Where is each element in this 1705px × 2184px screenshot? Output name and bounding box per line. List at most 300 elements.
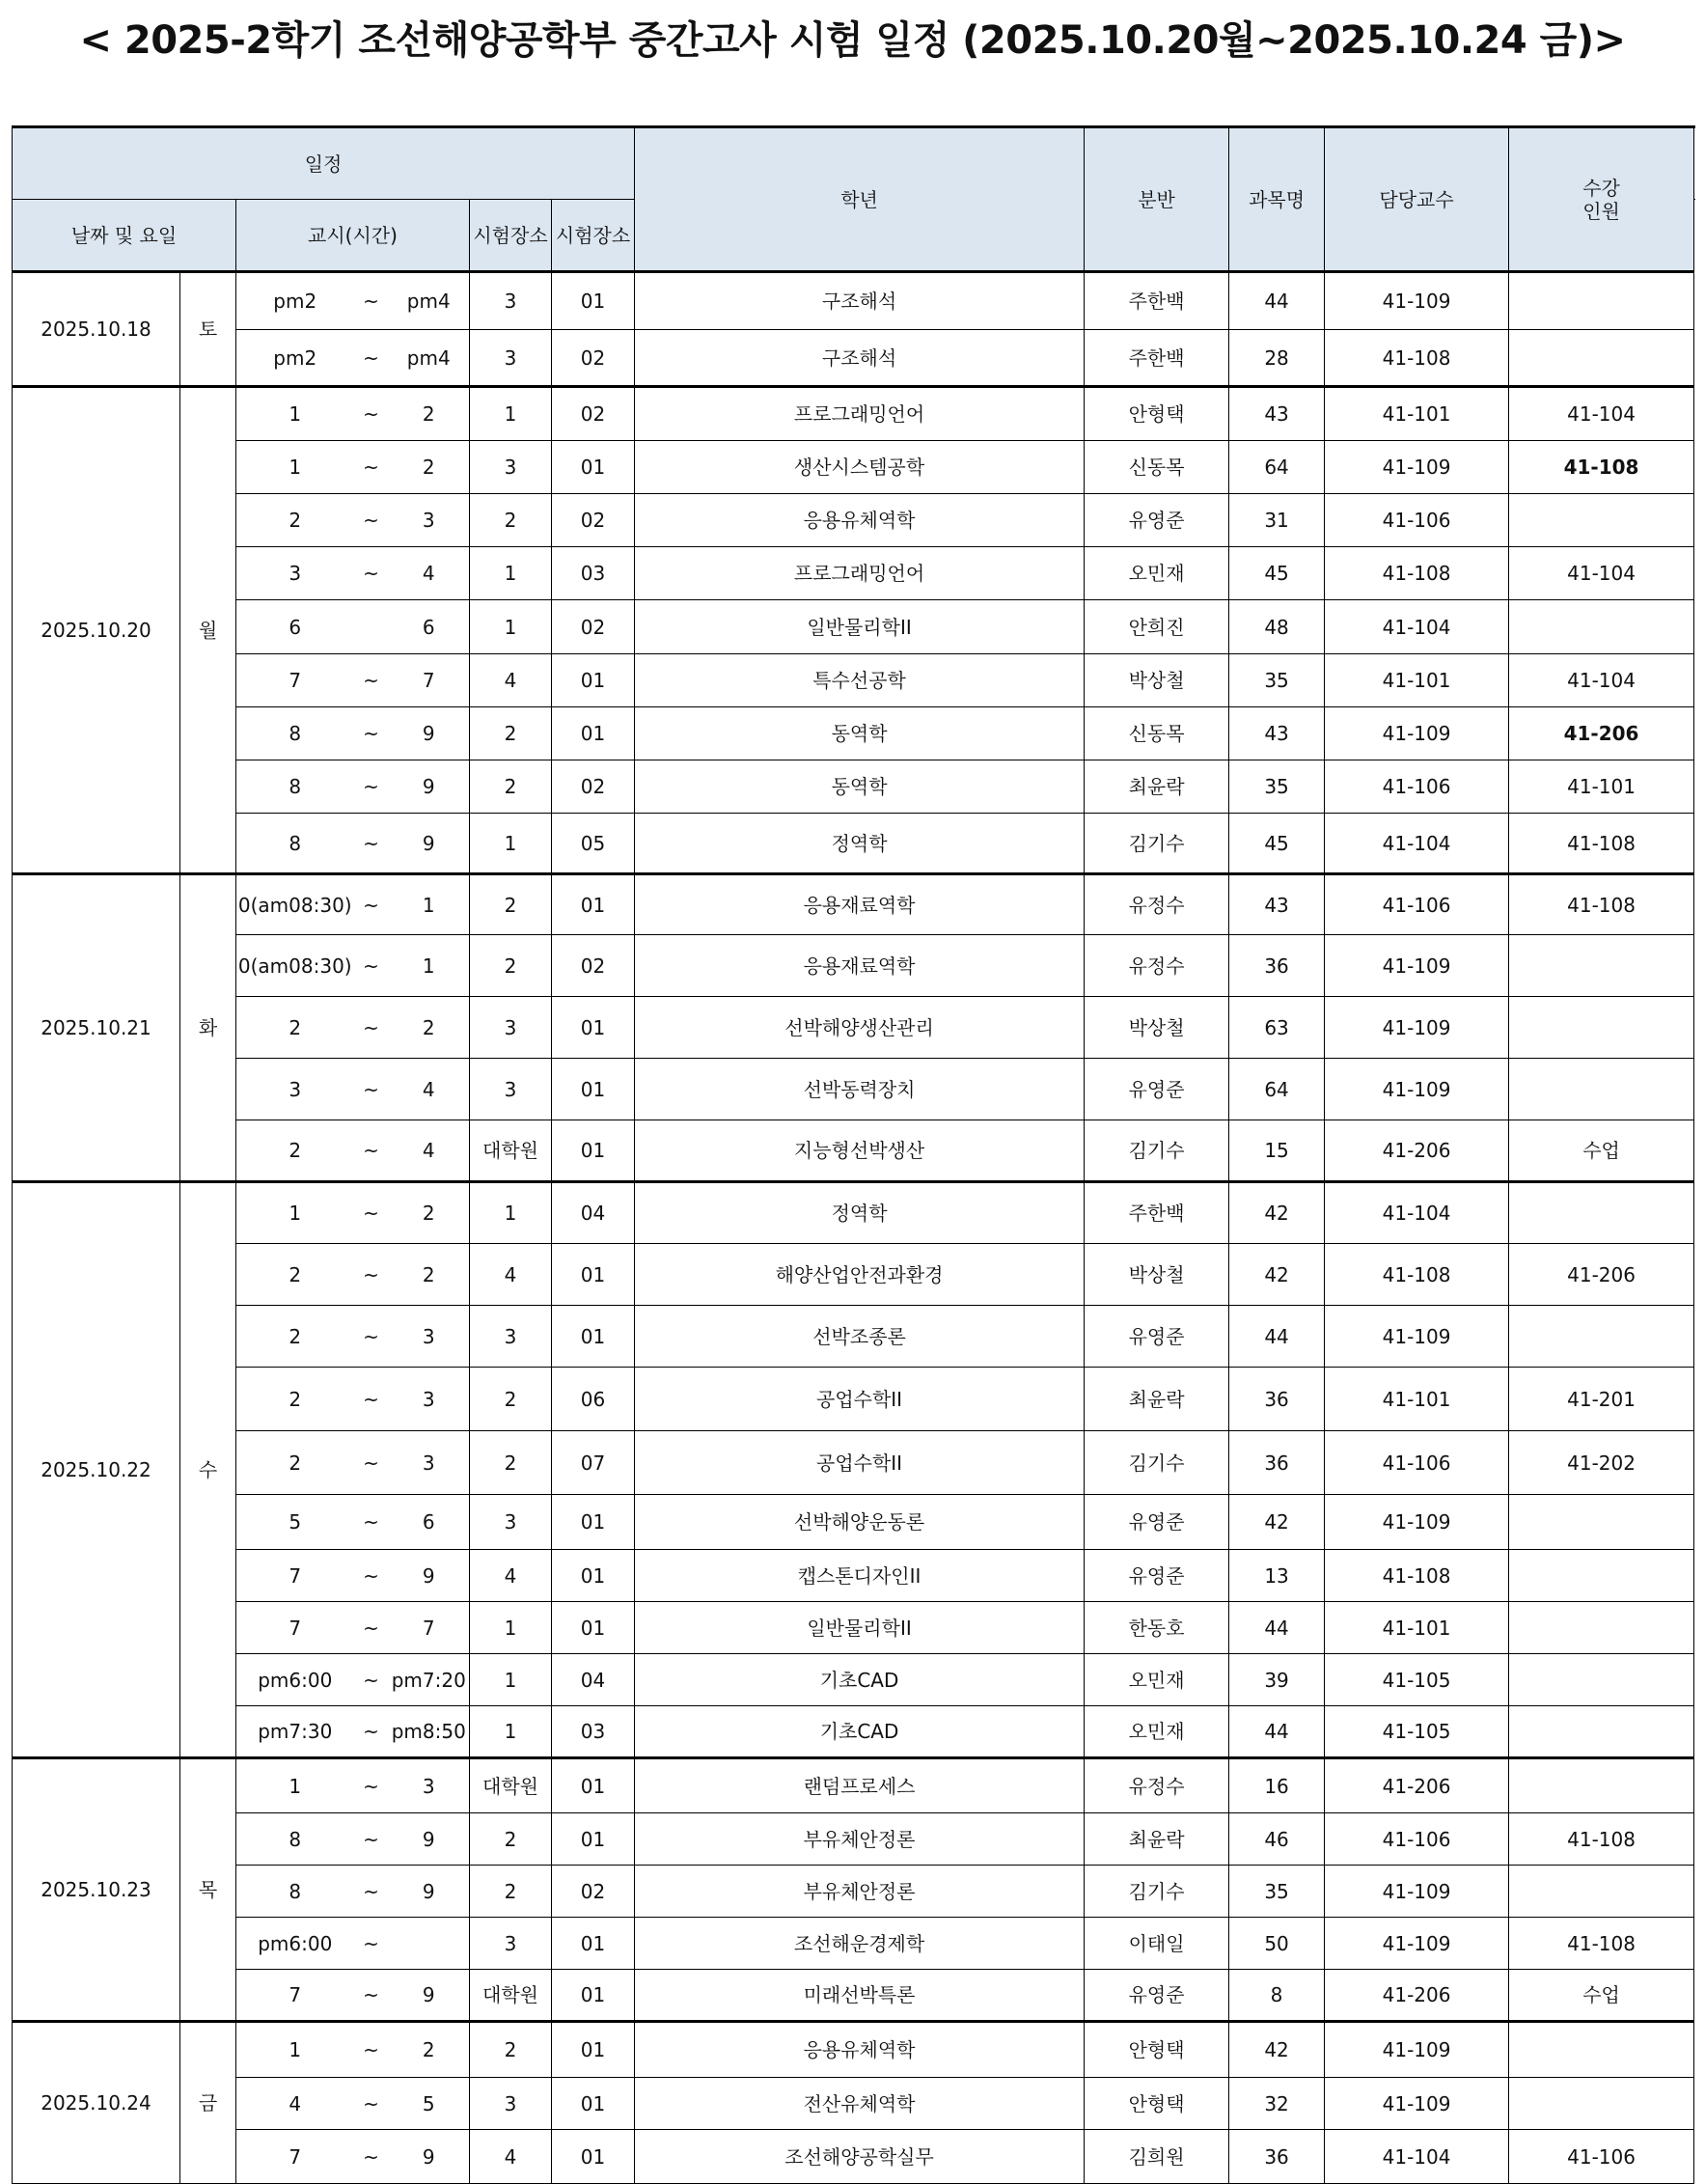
header-location-2: 시험장소 [552, 200, 635, 272]
period-start: 1 [236, 2022, 354, 2078]
grade-cell: 3 [470, 272, 552, 330]
table-row [13, 1431, 1694, 1495]
location1-cell: 41-101 [1325, 1368, 1509, 1431]
course-name: 응용재료역학 [635, 935, 1085, 997]
section-cell: 01 [552, 1120, 635, 1182]
location2-cell [1509, 272, 1694, 330]
period-start: 1 [236, 441, 354, 494]
table-row [13, 547, 1694, 600]
section-cell: 02 [552, 1866, 635, 1918]
period-end: pm4 [389, 272, 470, 330]
section-cell: 01 [552, 1602, 635, 1654]
section-cell: 01 [552, 1813, 635, 1866]
section-cell: 01 [552, 1495, 635, 1550]
period-start: 0(am08:30) [236, 935, 354, 997]
professor-cell: 유영준 [1085, 1550, 1229, 1602]
period-end: 2 [389, 997, 470, 1059]
course-name: 프로그래밍언어 [635, 547, 1085, 600]
grade-cell: 1 [470, 1706, 552, 1758]
professor-cell: 유영준 [1085, 1306, 1229, 1368]
course-name: 공업수학II [635, 1368, 1085, 1431]
period-tilde: ~ [354, 814, 389, 874]
enrollment-cell: 43 [1229, 387, 1325, 441]
professor-cell: 한동호 [1085, 1602, 1229, 1654]
period-end: pm7:20 [389, 1654, 470, 1706]
period-end: 9 [389, 2130, 470, 2184]
period-end: 1 [389, 935, 470, 997]
location2-cell [1509, 1758, 1694, 1813]
period-end: 9 [389, 1813, 470, 1866]
professor-cell: 유영준 [1085, 1059, 1229, 1120]
period-start: 2 [236, 1120, 354, 1182]
professor-cell: 유영준 [1085, 1970, 1229, 2022]
grade-cell: 2 [470, 874, 552, 935]
location2-cell: 41-101 [1509, 760, 1694, 814]
location1-cell: 41-104 [1325, 814, 1509, 874]
location1-cell: 41-101 [1325, 1602, 1509, 1654]
table-row [13, 387, 1694, 441]
period-start: 7 [236, 1550, 354, 1602]
section-cell: 01 [552, 2130, 635, 2184]
location2-cell: 41-108 [1509, 441, 1694, 494]
professor-cell: 박상철 [1085, 997, 1229, 1059]
table-row [13, 1368, 1694, 1431]
period-start: 2 [236, 1306, 354, 1368]
date-cell: 2025.10.20 [13, 387, 180, 874]
date-cell: 2025.10.21 [13, 874, 180, 1182]
professor-cell: 오민재 [1085, 1706, 1229, 1758]
location2-cell: 41-206 [1509, 707, 1694, 760]
location2-cell: 수업 [1509, 1970, 1694, 2022]
table-row [13, 1182, 1694, 1244]
grade-cell: 1 [470, 1182, 552, 1244]
grade-cell: 대학원 [470, 1758, 552, 1813]
grade-cell: 2 [470, 1866, 552, 1918]
course-name: 기초CAD [635, 1654, 1085, 1706]
period-start: 2 [236, 494, 354, 547]
table-row [13, 330, 1694, 387]
period-end: 7 [389, 1602, 470, 1654]
table-row [13, 494, 1694, 547]
course-name: 생산시스템공학 [635, 441, 1085, 494]
table-row [13, 2078, 1694, 2130]
page-title: < 2025-2학기 조선해양공학부 중간고사 시험 일정 (2025.10.20월~2025.10.24 금)> [79, 18, 1626, 63]
period-tilde: ~ [354, 547, 389, 600]
table-row [13, 1244, 1694, 1306]
enrollment-cell: 36 [1229, 1368, 1325, 1431]
period-tilde: ~ [354, 387, 389, 441]
period-start: 7 [236, 1970, 354, 2022]
header-schedule: 일정 [13, 127, 635, 200]
period-end: 2 [389, 387, 470, 441]
professor-cell: 박상철 [1085, 1244, 1229, 1306]
grade-cell: 3 [470, 1495, 552, 1550]
table-body [13, 272, 1694, 2184]
course-name: 캡스톤디자인II [635, 1550, 1085, 1602]
grade-cell: 1 [470, 814, 552, 874]
period-tilde [354, 600, 389, 654]
course-name: 조선해운경제학 [635, 1918, 1085, 1970]
period-start: 3 [236, 547, 354, 600]
professor-cell: 안형택 [1085, 2078, 1229, 2130]
enrollment-cell: 43 [1229, 874, 1325, 935]
professor-cell: 최윤락 [1085, 1813, 1229, 1866]
period-tilde: ~ [354, 707, 389, 760]
enrollment-cell: 42 [1229, 1182, 1325, 1244]
location1-cell: 41-104 [1325, 600, 1509, 654]
header-date-day: 날짜 및 요일 [13, 200, 236, 272]
course-name: 선박해양생산관리 [635, 997, 1085, 1059]
table-row [13, 707, 1694, 760]
course-name: 정역학 [635, 1182, 1085, 1244]
course-name: 일반물리학II [635, 1602, 1085, 1654]
period-start: 7 [236, 654, 354, 707]
period-end: 9 [389, 760, 470, 814]
period-tilde: ~ [354, 330, 389, 387]
section-cell: 01 [552, 272, 635, 330]
location2-cell [1509, 1706, 1694, 1758]
grade-cell: 3 [470, 330, 552, 387]
header-location-1: 시험장소 [470, 200, 552, 272]
date-cell: 2025.10.18 [13, 272, 180, 387]
period-start: 1 [236, 387, 354, 441]
table-row [13, 1654, 1694, 1706]
day-cell: 화 [180, 874, 236, 1182]
period-end: 7 [389, 654, 470, 707]
period-start: 2 [236, 997, 354, 1059]
section-cell: 05 [552, 814, 635, 874]
section-cell: 02 [552, 387, 635, 441]
enrollment-cell: 28 [1229, 330, 1325, 387]
course-name: 선박해양운동론 [635, 1495, 1085, 1550]
location1-cell: 41-101 [1325, 387, 1509, 441]
period-end: 5 [389, 2078, 470, 2130]
period-end: 9 [389, 814, 470, 874]
professor-cell: 김기수 [1085, 814, 1229, 874]
professor-cell: 안형택 [1085, 387, 1229, 441]
location1-cell: 41-109 [1325, 441, 1509, 494]
course-name: 특수선공학 [635, 654, 1085, 707]
location1-cell: 41-106 [1325, 874, 1509, 935]
location1-cell: 41-109 [1325, 1918, 1509, 1970]
grade-cell: 2 [470, 1368, 552, 1431]
period-tilde: ~ [354, 494, 389, 547]
grade-cell: 1 [470, 1602, 552, 1654]
period-end: 9 [389, 1550, 470, 1602]
course-name: 미래선박특론 [635, 1970, 1085, 2022]
period-tilde: ~ [354, 1654, 389, 1706]
professor-cell: 김기수 [1085, 1431, 1229, 1495]
grade-cell: 3 [470, 2078, 552, 2130]
grade-cell: 4 [470, 654, 552, 707]
period-start: 1 [236, 1182, 354, 1244]
location1-cell: 41-105 [1325, 1654, 1509, 1706]
table-row [13, 760, 1694, 814]
location2-cell: 41-106 [1509, 2130, 1694, 2184]
exam-schedule-table [12, 125, 1694, 2184]
section-cell: 01 [552, 1758, 635, 1813]
professor-cell: 신동목 [1085, 707, 1229, 760]
enrollment-cell: 63 [1229, 997, 1325, 1059]
period-end: 4 [389, 1120, 470, 1182]
section-cell: 01 [552, 874, 635, 935]
period-tilde: ~ [354, 1182, 389, 1244]
table-row [13, 272, 1694, 330]
enrollment-cell: 43 [1229, 707, 1325, 760]
grade-cell: 2 [470, 1431, 552, 1495]
grade-cell: 2 [470, 760, 552, 814]
course-name: 응용유체역학 [635, 2022, 1085, 2078]
header-grade: 학년 [635, 127, 1085, 272]
table-row [13, 654, 1694, 707]
location1-cell: 41-206 [1325, 1120, 1509, 1182]
professor-cell: 김기수 [1085, 1866, 1229, 1918]
table-header [13, 127, 1694, 272]
course-name: 조선해양공학실무 [635, 2130, 1085, 2184]
section-cell: 01 [552, 1970, 635, 2022]
location2-cell [1509, 330, 1694, 387]
enrollment-cell: 13 [1229, 1550, 1325, 1602]
period-end: pm8:50 [389, 1706, 470, 1758]
period-tilde: ~ [354, 1431, 389, 1495]
enrollment-cell: 32 [1229, 2078, 1325, 2130]
professor-cell: 안희진 [1085, 600, 1229, 654]
period-tilde: ~ [354, 1495, 389, 1550]
location1-cell: 41-104 [1325, 2130, 1509, 2184]
grade-cell: 4 [470, 1550, 552, 1602]
table-row [13, 1813, 1694, 1866]
date-cell: 2025.10.24 [13, 2022, 180, 2184]
grade-cell: 대학원 [470, 1120, 552, 1182]
period-tilde: ~ [354, 1550, 389, 1602]
course-name: 전산유체역학 [635, 2078, 1085, 2130]
period-end: 9 [389, 1970, 470, 2022]
location1-cell: 41-206 [1325, 1758, 1509, 1813]
table-row [13, 600, 1694, 654]
header-section: 분반 [1085, 127, 1229, 272]
section-cell: 01 [552, 1550, 635, 1602]
period-end: 3 [389, 1431, 470, 1495]
enrollment-cell: 8 [1229, 1970, 1325, 2022]
professor-cell: 유영준 [1085, 1495, 1229, 1550]
grade-cell: 4 [470, 2130, 552, 2184]
location1-cell: 41-109 [1325, 2078, 1509, 2130]
period-start: pm7:30 [236, 1706, 354, 1758]
header-enrollment: 수강 인원 [1509, 127, 1694, 272]
location2-cell [1509, 1182, 1694, 1244]
enrollment-cell: 35 [1229, 760, 1325, 814]
day-cell: 목 [180, 1758, 236, 2022]
location2-cell: 41-201 [1509, 1368, 1694, 1431]
period-tilde: ~ [354, 1059, 389, 1120]
grade-cell: 2 [470, 494, 552, 547]
day-cell: 월 [180, 387, 236, 874]
enrollment-cell: 64 [1229, 1059, 1325, 1120]
location2-cell [1509, 997, 1694, 1059]
location1-cell: 41-101 [1325, 654, 1509, 707]
enrollment-cell: 44 [1229, 272, 1325, 330]
period-end: 6 [389, 1495, 470, 1550]
course-name: 공업수학II [635, 1431, 1085, 1495]
period-tilde: ~ [354, 2130, 389, 2184]
location2-cell [1509, 1550, 1694, 1602]
section-cell: 02 [552, 330, 635, 387]
table-row [13, 1758, 1694, 1813]
grade-cell: 4 [470, 1244, 552, 1306]
period-start: pm2 [236, 272, 354, 330]
location2-cell [1509, 1306, 1694, 1368]
location1-cell: 41-106 [1325, 1813, 1509, 1866]
location2-cell [1509, 2078, 1694, 2130]
table-row [13, 935, 1694, 997]
enrollment-cell: 44 [1229, 1602, 1325, 1654]
professor-cell: 유정수 [1085, 935, 1229, 997]
date-cell: 2025.10.23 [13, 1758, 180, 2022]
grade-cell: 1 [470, 387, 552, 441]
period-end: 4 [389, 1059, 470, 1120]
course-name: 기초CAD [635, 1706, 1085, 1758]
grade-cell: 대학원 [470, 1970, 552, 2022]
grade-cell: 3 [470, 1918, 552, 1970]
section-cell: 07 [552, 1431, 635, 1495]
enrollment-cell: 16 [1229, 1758, 1325, 1813]
period-end: 3 [389, 494, 470, 547]
location1-cell: 41-106 [1325, 760, 1509, 814]
course-name: 정역학 [635, 814, 1085, 874]
period-tilde: ~ [354, 1918, 389, 1970]
header-period: 교시(시간) [236, 200, 470, 272]
enrollment-cell: 31 [1229, 494, 1325, 547]
location2-cell: 수업 [1509, 1120, 1694, 1182]
period-end: 3 [389, 1758, 470, 1813]
enrollment-cell: 45 [1229, 547, 1325, 600]
table-row [13, 2022, 1694, 2078]
period-start: 8 [236, 760, 354, 814]
day-cell: 수 [180, 1182, 236, 1758]
grade-cell: 3 [470, 1059, 552, 1120]
period-tilde: ~ [354, 1244, 389, 1306]
enrollment-cell: 35 [1229, 654, 1325, 707]
course-name: 부유체안정론 [635, 1866, 1085, 1918]
header-course: 과목명 [1229, 127, 1325, 272]
professor-cell: 신동목 [1085, 441, 1229, 494]
enrollment-cell: 50 [1229, 1918, 1325, 1970]
course-name: 구조해석 [635, 272, 1085, 330]
period-end: 9 [389, 707, 470, 760]
course-name: 구조해석 [635, 330, 1085, 387]
table-row [13, 1550, 1694, 1602]
location2-cell [1509, 2022, 1694, 2078]
course-name: 동역학 [635, 760, 1085, 814]
location1-cell: 41-109 [1325, 1495, 1509, 1550]
course-name: 응용유체역학 [635, 494, 1085, 547]
period-end: 3 [389, 1368, 470, 1431]
location1-cell: 41-108 [1325, 330, 1509, 387]
section-cell: 03 [552, 547, 635, 600]
location1-cell: 41-109 [1325, 997, 1509, 1059]
course-name: 프로그래밍언어 [635, 387, 1085, 441]
period-tilde: ~ [354, 1706, 389, 1758]
location1-cell: 41-109 [1325, 1306, 1509, 1368]
table-row [13, 1706, 1694, 1758]
professor-cell: 주한백 [1085, 272, 1229, 330]
period-end: 2 [389, 2022, 470, 2078]
period-tilde: ~ [354, 1368, 389, 1431]
location2-cell: 41-206 [1509, 1244, 1694, 1306]
location2-cell [1509, 1495, 1694, 1550]
professor-cell: 최윤락 [1085, 1368, 1229, 1431]
grade-cell: 3 [470, 997, 552, 1059]
course-name: 지능형선박생산 [635, 1120, 1085, 1182]
course-name: 부유체안정론 [635, 1813, 1085, 1866]
grade-cell: 3 [470, 1306, 552, 1368]
location1-cell: 41-104 [1325, 1182, 1509, 1244]
table-row [13, 874, 1694, 935]
location1-cell: 41-109 [1325, 935, 1509, 997]
course-name: 랜덤프로세스 [635, 1758, 1085, 1813]
period-start: 7 [236, 1602, 354, 1654]
location2-cell [1509, 935, 1694, 997]
location1-cell: 41-109 [1325, 1059, 1509, 1120]
grade-cell: 2 [470, 935, 552, 997]
professor-cell: 주한백 [1085, 1182, 1229, 1244]
period-start: 8 [236, 707, 354, 760]
section-cell: 02 [552, 935, 635, 997]
period-start: pm2 [236, 330, 354, 387]
table-row [13, 1866, 1694, 1918]
professor-cell: 박상철 [1085, 654, 1229, 707]
period-start: 8 [236, 1813, 354, 1866]
enrollment-cell: 42 [1229, 1495, 1325, 1550]
course-name: 일반물리학II [635, 600, 1085, 654]
professor-cell: 주한백 [1085, 330, 1229, 387]
section-cell: 03 [552, 1706, 635, 1758]
location2-cell [1509, 1602, 1694, 1654]
period-tilde: ~ [354, 1970, 389, 2022]
section-cell: 01 [552, 654, 635, 707]
period-start: 2 [236, 1431, 354, 1495]
period-tilde: ~ [354, 760, 389, 814]
period-tilde: ~ [354, 441, 389, 494]
table-row [13, 441, 1694, 494]
location1-cell: 41-106 [1325, 1431, 1509, 1495]
location2-cell [1509, 600, 1694, 654]
period-end: pm4 [389, 330, 470, 387]
period-tilde: ~ [354, 1866, 389, 1918]
grade-cell: 1 [470, 1654, 552, 1706]
enrollment-cell: 64 [1229, 441, 1325, 494]
period-start: 2 [236, 1368, 354, 1431]
period-tilde: ~ [354, 1120, 389, 1182]
enrollment-cell: 35 [1229, 1866, 1325, 1918]
enrollment-cell: 36 [1229, 935, 1325, 997]
period-start: 0(am08:30) [236, 874, 354, 935]
enrollment-cell: 45 [1229, 814, 1325, 874]
period-start: 6 [236, 600, 354, 654]
period-start: 3 [236, 1059, 354, 1120]
section-cell: 01 [552, 441, 635, 494]
location1-cell: 41-108 [1325, 1550, 1509, 1602]
location2-cell: 41-108 [1509, 814, 1694, 874]
period-start: 2 [236, 1244, 354, 1306]
location1-cell: 41-206 [1325, 1970, 1509, 2022]
period-start: pm6:00 [236, 1654, 354, 1706]
enrollment-cell: 36 [1229, 1431, 1325, 1495]
section-cell: 06 [552, 1368, 635, 1431]
enrollment-cell: 42 [1229, 2022, 1325, 2078]
table-row [13, 1306, 1694, 1368]
period-tilde: ~ [354, 2078, 389, 2130]
